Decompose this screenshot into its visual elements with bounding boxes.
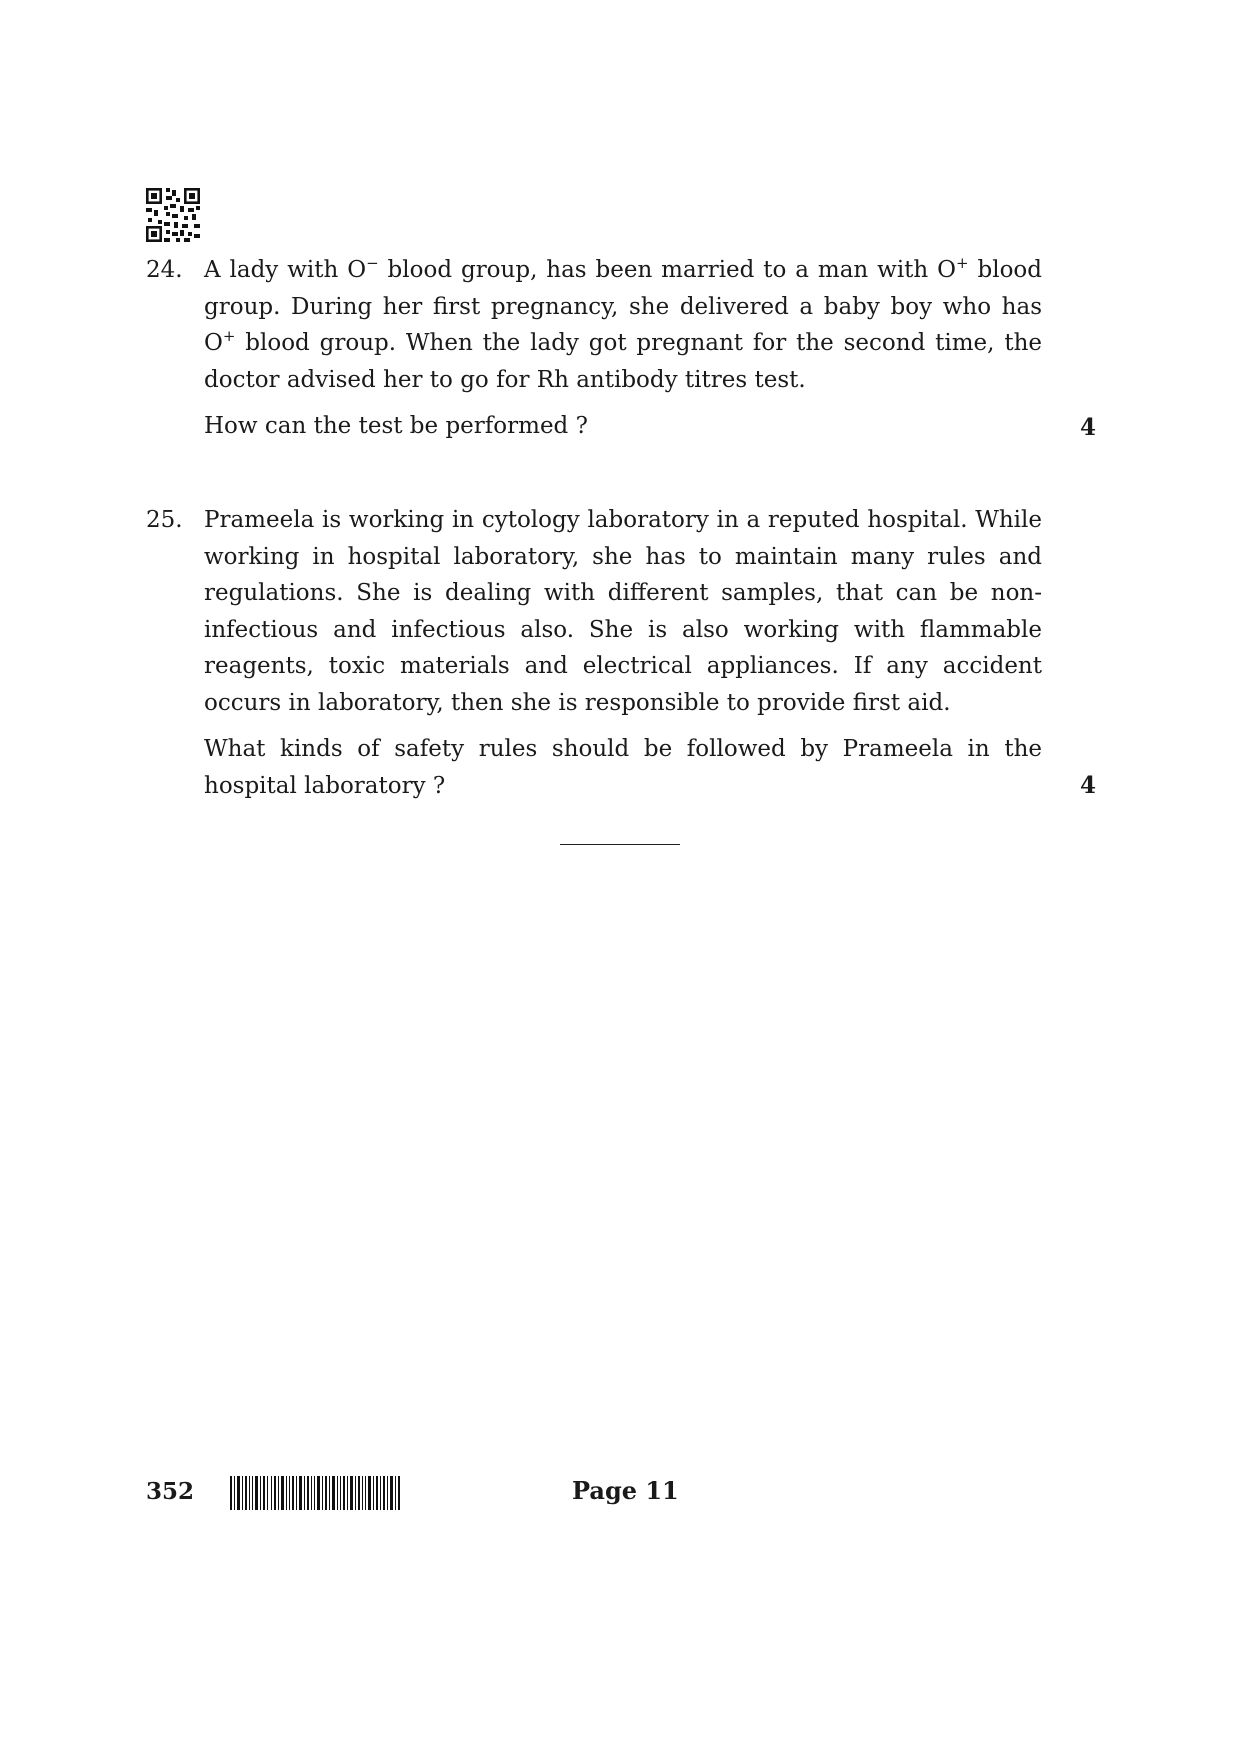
superscript: + <box>222 327 236 345</box>
end-divider <box>560 844 680 845</box>
marks-label: 4 <box>1079 772 1096 799</box>
question-body <box>204 252 1042 445</box>
marks-label: 4 <box>1079 414 1096 441</box>
paper-code: 352 <box>146 1478 195 1505</box>
page-number: Page 11 <box>572 1476 679 1505</box>
superscript: + <box>956 254 969 272</box>
question-text: A lady with O− blood group, has been married to a man with O+ blood group. During her first pregnancy, she delivered a baby boy who has O+ blood group. When the lady got pregnant for the second time, the doctor advised her to go for Rh antibody titres test. <box>204 254 1042 393</box>
question-text: Prameela is working in cytology laboratory in a reputed hospital. While working in hospital laboratory, she has to maintain many rules and regulations. She is dealing with different samples, that can be non-infectious and infectious also. She is also working with flammable reagents, toxic materials and electrical appliances. If any accident occurs in laboratory, then she is responsible to provide first aid. <box>204 507 1042 716</box>
question-body <box>204 502 1042 804</box>
question-prompt: What kinds of safety rules should be followed by Prameela in the hospital laboratory ? <box>204 736 1042 799</box>
barcode-icon <box>230 1476 400 1510</box>
question-number: 24. <box>146 257 183 283</box>
superscript: − <box>366 254 379 272</box>
question-number: 25. <box>146 507 183 533</box>
qr-code-icon <box>146 188 200 242</box>
question-prompt: How can the test be performed ? <box>204 413 588 439</box>
